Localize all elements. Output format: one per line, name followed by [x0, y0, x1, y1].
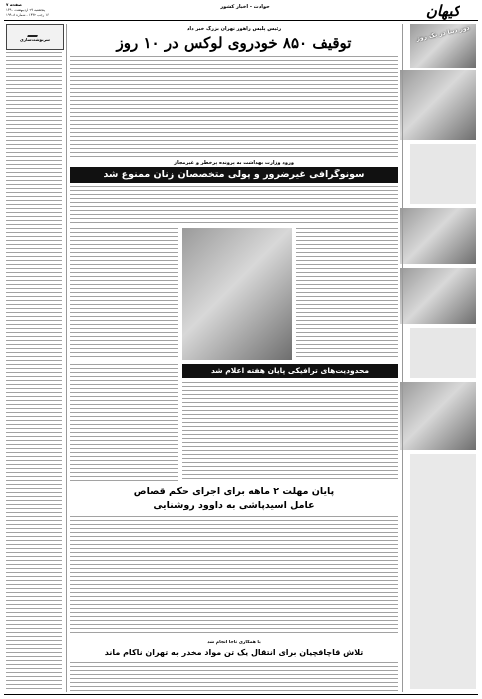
left-column-divider [66, 24, 67, 692]
lead-headline: توقیف ۸۵۰ خودروی لوکس در ۱۰ روز [116, 34, 352, 52]
right-col-text-2 [410, 328, 476, 378]
banner-pen-icon [27, 27, 41, 37]
issue-line: ۱۶ رجب ۱۴۳۲ - شماره ۱۹۹۰۸ [6, 13, 49, 17]
lead-kicker: رئیس پلیس راهور تهران بزرگ خبر داد [186, 26, 282, 32]
masthead-rule [4, 20, 478, 21]
photo-crowd [400, 382, 476, 450]
photo-man-with-hat [400, 70, 476, 140]
newspaper-logo: کیهان [425, 2, 460, 20]
smugglers-body [70, 662, 398, 692]
section-title: حوادث - اخبار کشور [220, 4, 270, 10]
lead-body [70, 56, 398, 158]
right-banner-text: دور دنیا در یک روز [415, 24, 471, 43]
bottom-rule [4, 694, 478, 695]
left-column-text [6, 52, 62, 692]
smugglers-kicker: با همکاری ناجا انجام شد [207, 640, 261, 645]
mid-left-body [70, 228, 178, 360]
masthead [0, 0, 482, 20]
left-column-banner [6, 24, 64, 50]
sonography-body [70, 186, 398, 226]
mid-right-body [296, 228, 398, 360]
traffic-headline-bar [182, 364, 398, 378]
qisas-headline-1: پایان مهلت ۲ ماهه برای اجرای حکم قصاص [133, 486, 335, 497]
qisas-headline-2: عامل اسیدپاشی به داوود روشنایی [153, 500, 315, 511]
photo-children-water [400, 208, 476, 264]
sonography-headline: سونوگرافی غیرضرور و پولی متخصصان زنان ممنوع شد [103, 169, 365, 180]
traffic-body [182, 382, 398, 482]
right-col-text-1 [410, 144, 476, 204]
traffic-headline: محدودیت‌های ترافیکی پایان هفته اعلام شد [210, 366, 370, 375]
smugglers-headline: تلاش قاچاقچیان برای انتقال یک تن مواد مخدر به تهران ناکام ماند [104, 648, 364, 657]
lower-left-body [70, 364, 178, 482]
left-banner-text: سرنوشت‌سازی [19, 37, 50, 42]
page-number: صفحه ۷ [6, 2, 22, 7]
photo-house-on-rock [400, 268, 476, 324]
date-line: پنجشنبه ۲۹ اردیبهشت ۱۳۹۰ [6, 8, 46, 12]
sonography-kicker: ورود وزارت بهداشت به پرونده پرخطر و غیرمجاز [174, 160, 294, 166]
sonography-headline-bar [70, 167, 398, 183]
right-col-text-3 [410, 454, 476, 689]
mid-photo [182, 228, 292, 360]
right-column-divider [402, 24, 403, 692]
right-column-banner [410, 24, 476, 68]
qisas-body [70, 516, 398, 636]
